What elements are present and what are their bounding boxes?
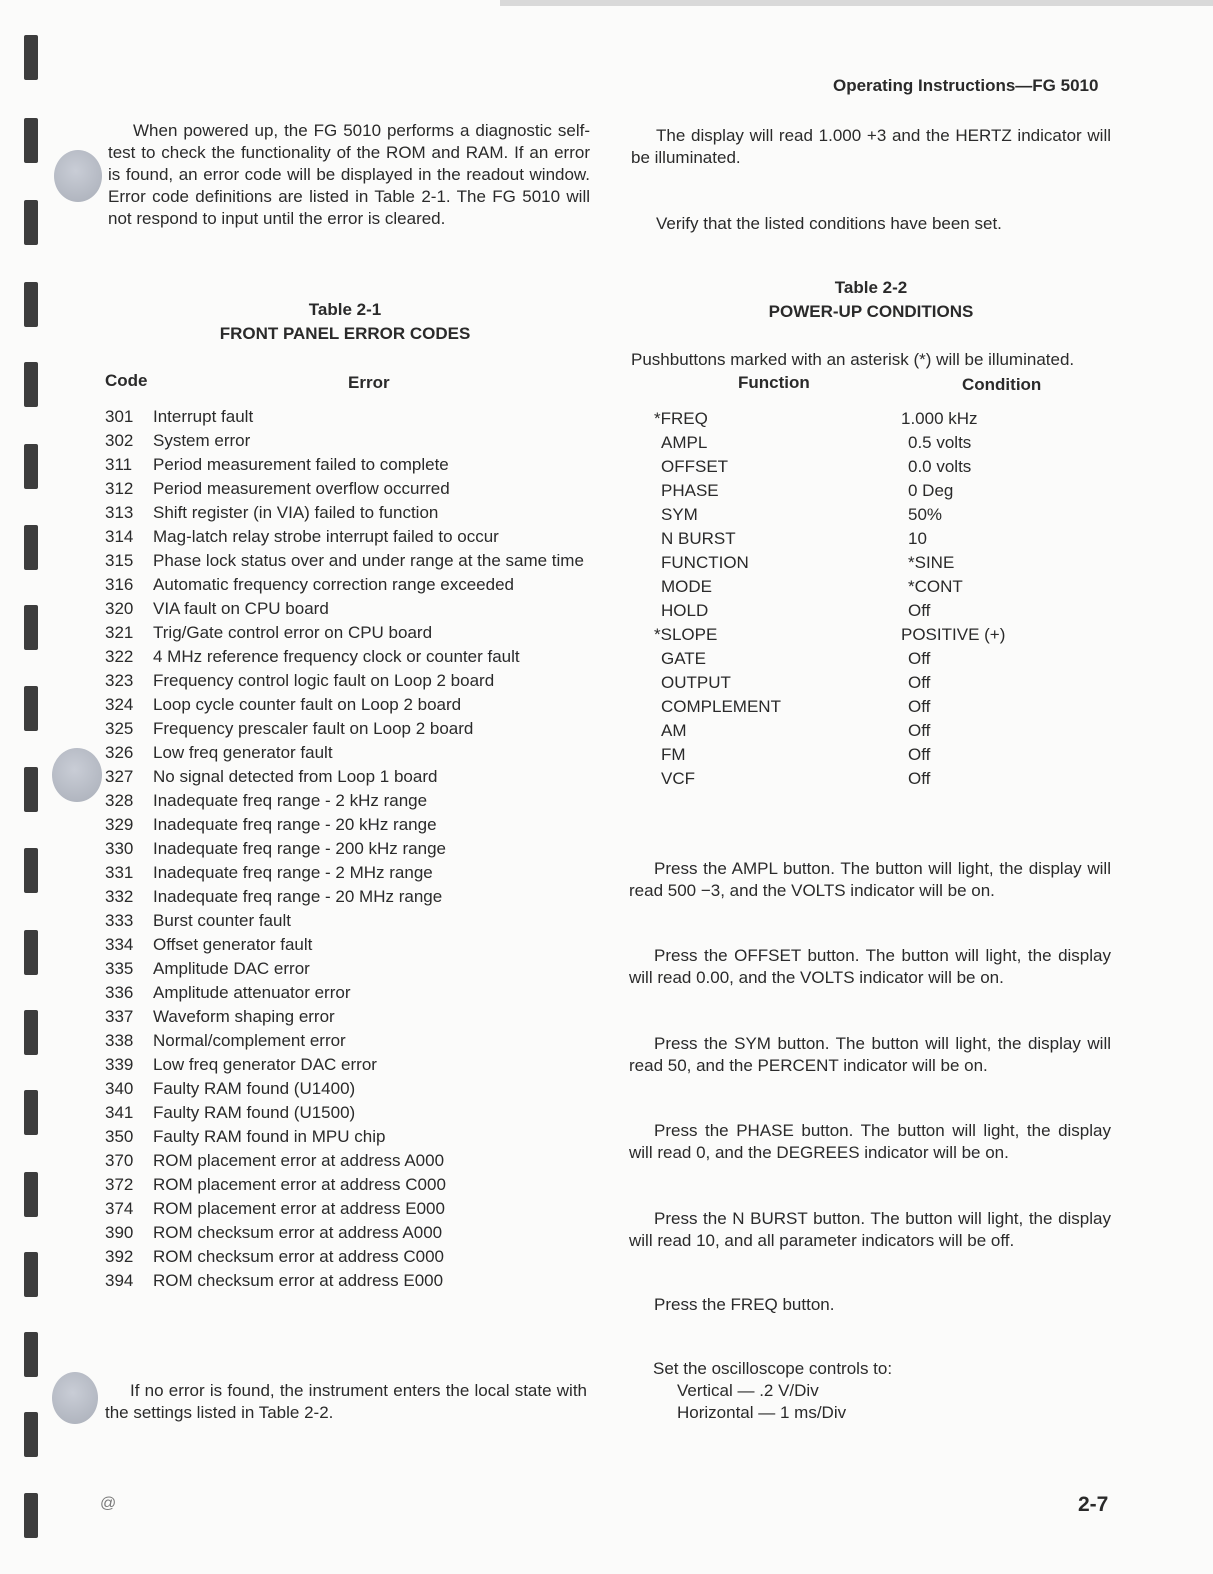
error-description: Interrupt fault <box>153 407 254 426</box>
condition-row <box>654 551 1114 575</box>
error-code-row <box>105 717 595 741</box>
function-name: PHASE <box>661 481 719 500</box>
col-header-code: Code <box>105 371 148 390</box>
error-code-row <box>105 813 595 837</box>
binder-mark <box>24 1252 38 1297</box>
error-description: No signal detected from Loop 1 board <box>153 767 438 786</box>
function-name: MODE <box>661 577 712 596</box>
table-2-2-caption: POWER-UP CONDITIONS <box>768 302 974 321</box>
condition-value: 0.0 volts <box>908 457 972 476</box>
error-code: 311 <box>105 455 133 474</box>
condition-value: 1.000 kHz <box>901 409 978 428</box>
phase-paragraph: Press the PHASE button. The button will light, the display will read 0, and the DEGREES indicator will be on. <box>629 1121 1111 1162</box>
error-description: Faulty RAM found (U1400) <box>153 1079 356 1098</box>
error-code: 326 <box>105 743 134 762</box>
condition-row <box>654 695 1114 719</box>
error-code: 315 <box>105 551 134 570</box>
binder-mark <box>24 1090 38 1135</box>
condition-value: Off <box>908 673 931 692</box>
error-code-row <box>105 453 595 477</box>
error-code: 336 <box>105 983 134 1002</box>
error-code: 334 <box>105 935 134 954</box>
error-code-row <box>105 501 595 525</box>
condition-row <box>654 671 1114 695</box>
error-code: 301 <box>105 407 134 426</box>
error-code: 394 <box>105 1271 134 1290</box>
binder-mark <box>24 1332 38 1377</box>
condition-row <box>654 527 1114 551</box>
error-code-row <box>105 525 595 549</box>
error-code: 392 <box>105 1247 134 1266</box>
condition-row <box>654 407 1114 431</box>
error-code: 327 <box>105 767 134 786</box>
binder-mark <box>24 930 38 975</box>
offset-paragraph: Press the OFFSET button. The button will light, the display will read 0.00, and the VOLTS indicator will be on. <box>629 946 1111 987</box>
error-description: Inadequate freq range - 20 MHz range <box>153 887 443 906</box>
function-name: OUTPUT <box>661 673 731 692</box>
condition-value: 10 <box>908 529 927 548</box>
function-name: OFFSET <box>661 457 729 476</box>
error-description: ROM checksum error at address E000 <box>153 1271 444 1290</box>
binder-mark <box>24 686 38 731</box>
condition-row <box>654 719 1114 743</box>
error-code: 390 <box>105 1223 134 1242</box>
error-code: 324 <box>105 695 134 714</box>
scan-edge-line <box>500 0 1213 6</box>
verify-paragraph: Verify that the listed conditions have been set. <box>656 214 1002 233</box>
error-code: 325 <box>105 719 134 738</box>
error-description: Faulty RAM found (U1500) <box>153 1103 356 1122</box>
error-description: Shift register (in VIA) failed to function <box>153 503 439 522</box>
condition-row <box>654 431 1114 455</box>
display-read-paragraph: The display will read 1.000 +3 and the HERTZ indicator will be illuminated. <box>631 126 1111 167</box>
error-description: ROM placement error at address A000 <box>153 1151 445 1170</box>
condition-value: Off <box>908 697 931 716</box>
error-code: 335 <box>105 959 134 978</box>
error-code: 316 <box>105 575 134 594</box>
error-code-row <box>105 429 595 453</box>
error-code-row <box>105 477 595 501</box>
error-code-row <box>105 981 595 1005</box>
error-description: Waveform shaping error <box>153 1007 335 1026</box>
error-code-row <box>105 1005 595 1029</box>
error-code: 338 <box>105 1031 134 1050</box>
error-description: Frequency control logic fault on Loop 2 board <box>153 671 495 690</box>
function-name: AMPL <box>661 433 708 452</box>
error-description: System error <box>153 431 251 450</box>
error-description: ROM placement error at address E000 <box>153 1199 445 1218</box>
binder-mark <box>24 118 38 163</box>
error-code-row <box>105 1197 595 1221</box>
page-header: Operating Instructions—FG 5010 <box>833 76 1099 95</box>
error-description: Inadequate freq range - 2 MHz range <box>153 863 433 882</box>
error-description: Automatic frequency correction range exceeded <box>153 575 514 594</box>
error-description: Burst counter fault <box>153 911 291 930</box>
error-code-row <box>105 597 595 621</box>
error-code-row <box>105 909 595 933</box>
error-description: Trig/Gate control error on CPU board <box>153 623 433 642</box>
function-name: *FREQ <box>654 409 708 428</box>
outro-paragraph: If no error is found, the instrument enters the local state with the settings listed in Table 2-2. <box>105 1381 587 1422</box>
error-description: ROM checksum error at address C000 <box>153 1247 444 1266</box>
error-description: Frequency prescaler fault on Loop 2 board <box>153 719 474 738</box>
error-code-row <box>105 789 595 813</box>
error-code-row <box>105 957 595 981</box>
error-description: Offset generator fault <box>153 935 313 954</box>
error-code: 331 <box>105 863 134 882</box>
error-code-row <box>105 645 595 669</box>
condition-value: 0 Deg <box>908 481 954 500</box>
error-code-row <box>105 1245 595 1269</box>
condition-value: POSITIVE (+) <box>901 625 1006 644</box>
condition-value: Off <box>908 769 931 788</box>
error-description: 4 MHz reference frequency clock or counter fault <box>153 647 520 666</box>
scope-settings <box>653 1358 1113 1424</box>
binder-mark <box>24 362 38 407</box>
error-code: 339 <box>105 1055 134 1074</box>
error-code-row <box>105 741 595 765</box>
table-2-1-title <box>105 298 585 346</box>
error-code: 321 <box>105 623 134 642</box>
error-code: 332 <box>105 887 134 906</box>
error-code-row <box>105 837 595 861</box>
condition-row <box>654 599 1114 623</box>
binder-mark <box>24 767 38 812</box>
condition-value: Off <box>908 721 931 740</box>
table-2-2-number: Table 2-2 <box>834 278 908 297</box>
condition-value: Off <box>908 601 931 620</box>
condition-row <box>654 503 1114 527</box>
error-code: 312 <box>105 479 134 498</box>
punch-hole <box>52 1372 98 1424</box>
table-2-1-caption: FRONT PANEL ERROR CODES <box>219 324 471 343</box>
table-2-2-title <box>631 276 1111 324</box>
error-code-row <box>105 1269 595 1293</box>
error-code-row <box>105 1077 595 1101</box>
error-code: 340 <box>105 1079 134 1098</box>
sym-paragraph: Press the SYM button. The button will light, the display will read 50, and the PERCENT indicator will be on. <box>629 1034 1111 1075</box>
ampl-paragraph: Press the AMPL button. The button will light, the display will read 500 −3, and the VOLTS indicator will be on. <box>629 859 1111 900</box>
error-description: Amplitude DAC error <box>153 959 310 978</box>
error-code-row <box>105 765 595 789</box>
function-name: AM <box>661 721 687 740</box>
error-code: 374 <box>105 1199 134 1218</box>
error-code-row <box>105 669 595 693</box>
condition-value: Off <box>908 649 931 668</box>
error-code: 350 <box>105 1127 134 1146</box>
page-number: 2-7 <box>1078 1493 1109 1516</box>
binder-mark <box>24 282 38 327</box>
error-code-row <box>105 1101 595 1125</box>
error-code-row <box>105 1173 595 1197</box>
binder-mark <box>24 605 38 650</box>
error-code-row <box>105 1053 595 1077</box>
error-code: 329 <box>105 815 134 834</box>
punch-hole <box>52 748 102 802</box>
error-code-row <box>105 1221 595 1245</box>
error-code-row <box>105 405 595 429</box>
binder-mark <box>24 1493 38 1538</box>
function-name: COMPLEMENT <box>661 697 781 716</box>
asterisk-note: Pushbuttons marked with an asterisk (*) will be illuminated. <box>631 350 1075 369</box>
footer-copyright-symbol: @ <box>100 1495 117 1512</box>
error-description: Phase lock status over and under range at the same time <box>153 551 584 570</box>
error-description: ROM placement error at address C000 <box>153 1175 446 1194</box>
condition-row <box>654 575 1114 599</box>
error-description: Loop cycle counter fault on Loop 2 board <box>153 695 462 714</box>
binder-mark <box>24 525 38 570</box>
binder-mark <box>24 444 38 489</box>
error-code: 337 <box>105 1007 134 1026</box>
condition-row <box>654 647 1114 671</box>
freq-paragraph: Press the FREQ button. <box>654 1295 835 1314</box>
scope-horizontal: Horizontal — 1 ms/Div <box>677 1403 847 1422</box>
function-name: SYM <box>661 505 698 524</box>
condition-value: 0.5 volts <box>908 433 972 452</box>
error-description: Low freq generator fault <box>153 743 333 762</box>
scope-intro: Set the oscilloscope controls to: <box>653 1359 893 1378</box>
error-description: Period measurement failed to complete <box>153 455 449 474</box>
error-description: Inadequate freq range - 20 kHz range <box>153 815 437 834</box>
binder-mark <box>24 1172 38 1217</box>
binder-mark <box>24 200 38 245</box>
error-code-row <box>105 693 595 717</box>
error-code-row <box>105 549 595 573</box>
error-code: 333 <box>105 911 134 930</box>
condition-row <box>654 743 1114 767</box>
error-code: 323 <box>105 671 134 690</box>
nburst-paragraph: Press the N BURST button. The button will light, the display will read 10, and all parameter indicators will be off. <box>629 1209 1111 1250</box>
col-header-condition: Condition <box>962 375 1042 394</box>
function-name: HOLD <box>661 601 709 620</box>
error-description: Low freq generator DAC error <box>153 1055 377 1074</box>
error-description: Inadequate freq range - 2 kHz range <box>153 791 428 810</box>
error-code: 302 <box>105 431 134 450</box>
col-header-error: Error <box>348 373 390 392</box>
error-code-row <box>105 573 595 597</box>
error-description: VIA fault on CPU board <box>153 599 329 618</box>
col-header-function: Function <box>738 373 810 392</box>
binder-mark <box>24 1010 38 1055</box>
function-name: FM <box>661 745 686 764</box>
error-description: Faulty RAM found in MPU chip <box>153 1127 386 1146</box>
error-code-row <box>105 1029 595 1053</box>
error-code: 322 <box>105 647 134 666</box>
function-name: VCF <box>661 769 695 788</box>
error-codes-table <box>105 405 595 1293</box>
error-code-row <box>105 1125 595 1149</box>
condition-value: Off <box>908 745 931 764</box>
error-code-row <box>105 1149 595 1173</box>
error-description: Normal/complement error <box>153 1031 346 1050</box>
binder-mark <box>24 848 38 893</box>
error-description: Amplitude attenuator error <box>153 983 351 1002</box>
error-code-row <box>105 885 595 909</box>
error-code: 328 <box>105 791 134 810</box>
error-description: Inadequate freq range - 200 kHz range <box>153 839 446 858</box>
function-name: *SLOPE <box>654 625 718 644</box>
condition-row <box>654 455 1114 479</box>
error-code: 320 <box>105 599 134 618</box>
condition-value: *SINE <box>908 553 955 572</box>
power-up-conditions-table <box>654 407 1114 791</box>
error-code-row <box>105 933 595 957</box>
binder-mark <box>24 35 38 80</box>
function-name: GATE <box>661 649 707 668</box>
condition-row <box>654 623 1114 647</box>
scope-vertical: Vertical — .2 V/Div <box>677 1381 819 1400</box>
intro-paragraph: When powered up, the FG 5010 performs a diagnostic self-test to check the functionality of the ROM and RAM. If an error is found, an error code will be displayed in the readout window. Error code definitions are listed in Table 2-1. The FG 5010 will not respond to input until the error is cleared. <box>108 121 590 228</box>
function-name: FUNCTION <box>661 553 749 572</box>
condition-value: 50% <box>908 505 943 524</box>
error-code: 313 <box>105 503 134 522</box>
error-code-row <box>105 621 595 645</box>
error-description: ROM checksum error at address A000 <box>153 1223 443 1242</box>
condition-row <box>654 479 1114 503</box>
binder-mark <box>24 1412 38 1457</box>
table-2-1-number: Table 2-1 <box>308 300 382 319</box>
error-code: 370 <box>105 1151 134 1170</box>
function-name: N BURST <box>661 529 736 548</box>
condition-row <box>654 767 1114 791</box>
condition-value: *CONT <box>908 577 963 596</box>
error-code: 341 <box>105 1103 134 1122</box>
error-code-row <box>105 861 595 885</box>
punch-hole <box>54 150 102 202</box>
error-description: Period measurement overflow occurred <box>153 479 450 498</box>
error-code: 314 <box>105 527 134 546</box>
error-description: Mag-latch relay strobe interrupt failed to occur <box>153 527 499 546</box>
error-code: 330 <box>105 839 134 858</box>
error-code: 372 <box>105 1175 134 1194</box>
